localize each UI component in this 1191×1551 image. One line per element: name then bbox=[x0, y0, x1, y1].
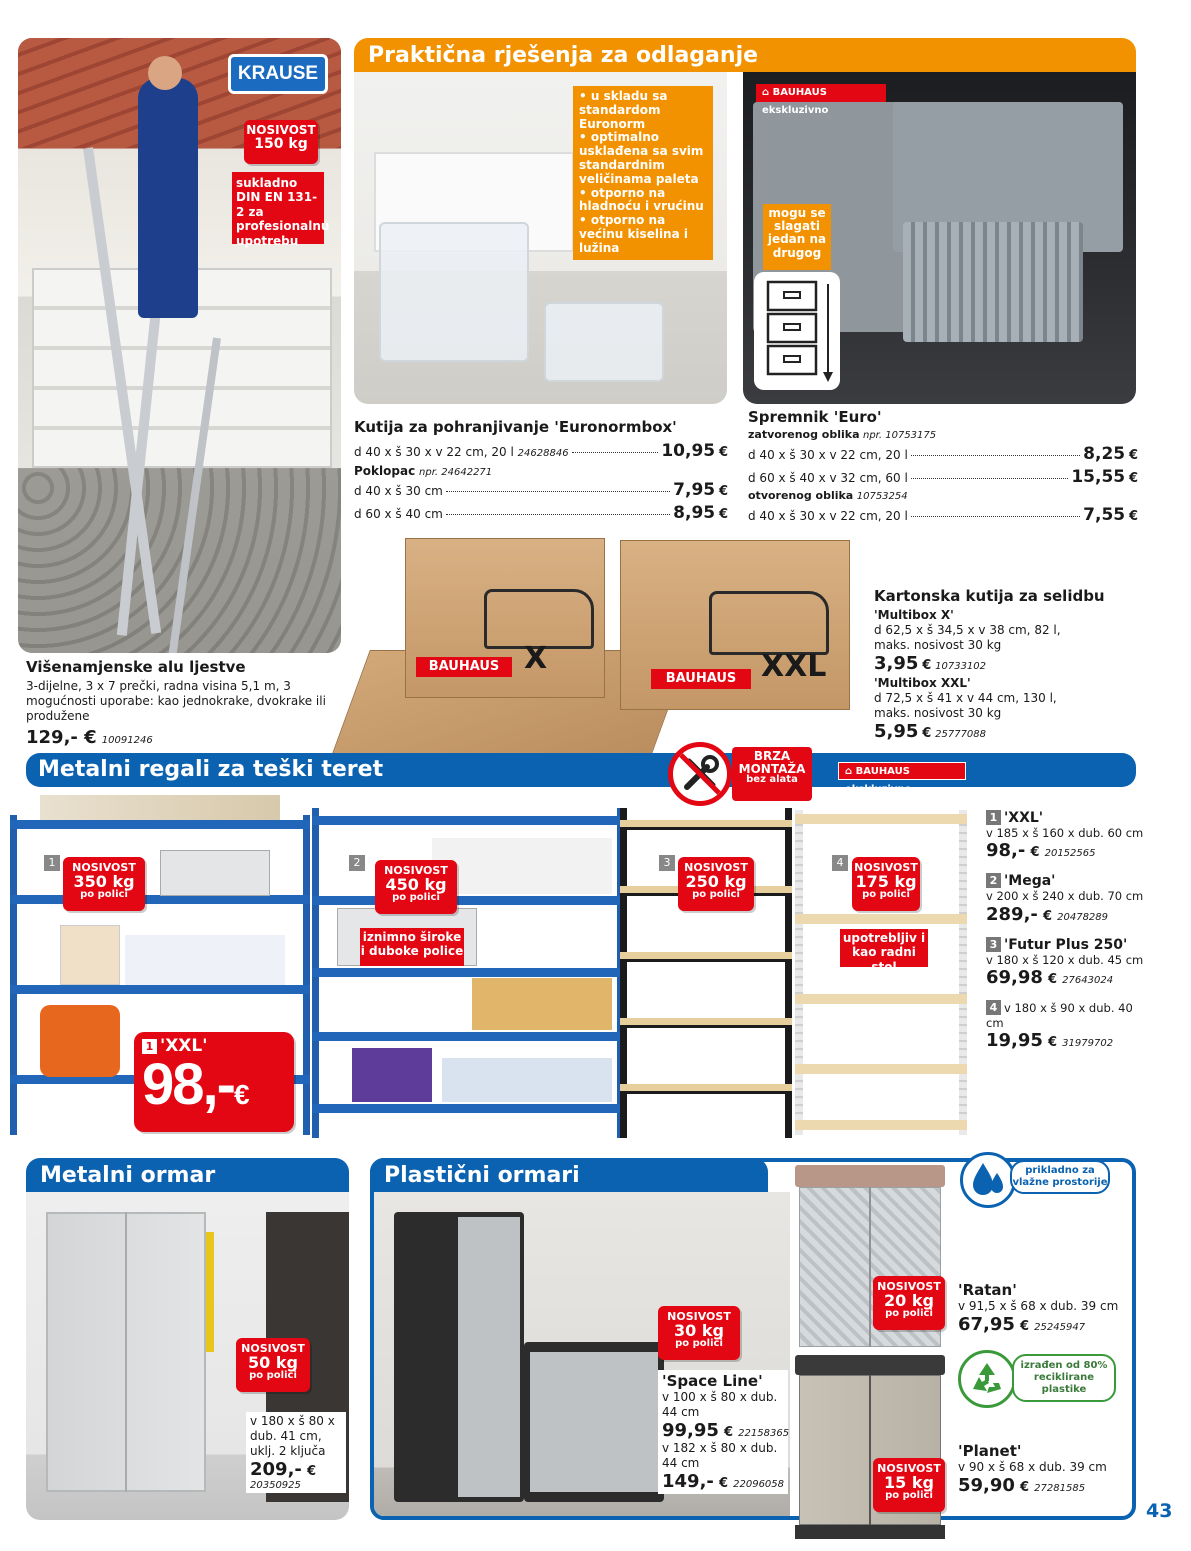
space-line-capacity-tag: NOSIVOST 30 kg po polici bbox=[658, 1306, 740, 1360]
ladder-price-line bbox=[26, 727, 153, 748]
page-number: 43 bbox=[1146, 1500, 1173, 1522]
euronormbox-title: Kutija za pohranjivanje 'Euronormbox' bbox=[354, 418, 677, 436]
recycle-icon bbox=[958, 1350, 1016, 1408]
metal-cabinet-price: 209,- bbox=[250, 1459, 302, 1480]
feature-item: • otporno na većinu kiselina i lužina bbox=[579, 213, 688, 255]
ladder-article: 10091246 bbox=[101, 735, 153, 746]
shelf4-capacity-tag: NOSIVOST 175 kg po polici bbox=[852, 857, 920, 911]
recycled-note: izrađen od 80% reciklirane plastike bbox=[1012, 1354, 1116, 1402]
metal-cabinet-desc: v 180 x š 80 x dub. 41 cm, uklj. 2 ključa bbox=[250, 1414, 335, 1458]
variant-name: 'Multibox XXL' bbox=[874, 675, 971, 690]
ladder-capacity-tag: NOSIVOST 150 kg bbox=[244, 120, 318, 164]
shelf-number-1: 1 bbox=[44, 855, 60, 871]
price-row: d 40 x š 30 x v 22 cm, 20 l 24628846 10,95 € bbox=[354, 441, 728, 461]
ladder-standard-note: sukladno DIN EN 131-2 za profesionalnu upotrebu bbox=[232, 172, 324, 244]
euronormbox-features bbox=[573, 86, 713, 260]
hero-name-line: 1 'XXL' bbox=[142, 1038, 286, 1056]
shelf-item: 4 v 180 x š 90 x dub. 40 cm 19,95 € 31979702 bbox=[986, 1001, 1133, 1051]
quick-mount-badge: BRZA MONTAŽA bez alata bbox=[732, 747, 812, 801]
moving-box-title: Kartonska kutija za selidbu bbox=[874, 587, 1105, 605]
shelf-number-4: 4 bbox=[832, 855, 848, 871]
no-tools-icon bbox=[668, 742, 732, 806]
euro-container-title: Spremnik 'Euro' bbox=[748, 408, 882, 426]
ladder-desc: 3-dijelne, 3 x 7 prečki, radna visina 5,1 m, 3 mogućnosti uporabe: kao jednokrake, dvokrake ili produžene bbox=[26, 679, 326, 723]
lid-label-row: Poklopac npr. 24642271 bbox=[354, 463, 493, 478]
ratan-name: 'Ratan' bbox=[958, 1281, 1017, 1299]
variant-name: 'Multibox X' bbox=[874, 608, 954, 622]
feature-item: • u skladu sa standardom Euronorm bbox=[579, 89, 668, 131]
price-row: d 60 x š 40 cm 8,95 € bbox=[354, 503, 728, 524]
planet-info: 'Planet' v 90 x š 68 x dub. 39 cm 59,90 € 27281585 bbox=[958, 1442, 1134, 1496]
metal-cabinet-article: 20350925 bbox=[250, 1480, 301, 1491]
water-drops-icon bbox=[960, 1152, 1016, 1208]
feature-item: • optimalno usklađena sa svim standardnim veličinama paleta bbox=[579, 130, 704, 186]
shelf-number-3: 3 bbox=[659, 855, 675, 871]
storage-section-title: Praktična rješenja za odlaganje bbox=[354, 38, 1136, 72]
moving-box-x bbox=[405, 538, 605, 698]
krause-logo: KRAUSE bbox=[228, 54, 328, 94]
home-icon: ⌂ bbox=[845, 766, 856, 777]
hero-price: 98,-€ bbox=[142, 1051, 248, 1117]
variant-price-line: 5,95 € 25777088 bbox=[874, 720, 987, 742]
price-row: d 40 x š 30 cm 7,95 € bbox=[354, 480, 728, 501]
ratan-info: 'Ratan' v 91,5 x š 68 x dub. 39 cm 67,95 € 25245947 bbox=[958, 1281, 1134, 1335]
closed-label-row: zatvorenog oblika npr. 10753175 bbox=[748, 428, 937, 441]
shelf2-capacity-tag: NOSIVOST 450 kg po polici bbox=[375, 860, 457, 914]
plastic-cabinets-title: Plastični ormari bbox=[370, 1158, 768, 1192]
moving-box-xxl bbox=[620, 540, 850, 710]
planet-cabinet bbox=[795, 1355, 945, 1545]
space-line-name: 'Space Line' bbox=[662, 1372, 763, 1390]
stack-note: mogu se slagati jedan na drugog bbox=[763, 204, 831, 270]
planet-name: 'Planet' bbox=[958, 1442, 1022, 1460]
metal-cabinet-title: Metalni ormar bbox=[26, 1158, 349, 1192]
home-icon: ⌂ bbox=[762, 87, 773, 98]
box-brand-label: BAUHAUS bbox=[651, 669, 751, 689]
variant-desc: d 72,5 x š 41 x v 44 cm, 130 l, maks. nosivost 30 kg bbox=[874, 690, 1057, 720]
shelves-section-title: Metalni regali za teški teret bbox=[38, 757, 384, 782]
box-size-label: X bbox=[524, 641, 548, 676]
shelf-item: 1 'XXL' v 185 x š 160 x dub. 60 cm 98,- € 20152565 bbox=[986, 810, 1144, 862]
space-line-info: 'Space Line' v 100 x š 80 x dub. 44 cm 99,95 € 22158365 v 182 x š 80 x dub. 44 cm 149,- € 22096058 bbox=[658, 1370, 788, 1494]
euro-container-price-table bbox=[748, 428, 1138, 527]
variant-price-line: 3,95 € 10733102 bbox=[874, 653, 987, 674]
ladder-price: 129,- € bbox=[26, 727, 97, 748]
shelves-exclusive-badge: ⌂ BAUHAUS ekskluzivno bbox=[838, 762, 966, 780]
shelf3-capacity-tag: NOSIVOST 250 kg po polici bbox=[678, 857, 754, 911]
wide-shelves-note: iznimno široke i duboke police bbox=[360, 928, 464, 966]
metal-cabinet-capacity-tag: NOSIVOST 50 kg po polici bbox=[236, 1338, 310, 1392]
hero-price-tag bbox=[134, 1032, 294, 1132]
shelves-price-list bbox=[986, 810, 1146, 1051]
shelf-item: 2 'Mega' v 200 x š 240 x dub. 70 cm 289,- € 20478289 bbox=[986, 873, 1144, 925]
shelf1-capacity-tag: NOSIVOST 350 kg po polici bbox=[63, 857, 145, 911]
shelf-number-2: 2 bbox=[349, 855, 365, 871]
shelf-item: 3 'Futur Plus 250' v 180 x š 120 x dub. 45 cm 69,98 € 27643024 bbox=[986, 936, 1144, 989]
open-label-row: otvorenog oblika 10753254 bbox=[748, 488, 908, 502]
moving-box-details bbox=[874, 608, 1074, 743]
humidity-note: prikladno za vlažne prostorije bbox=[1010, 1160, 1110, 1194]
price-row: d 40 x š 30 x v 22 cm, 20 l 8,25 € bbox=[748, 443, 1138, 464]
ratan-capacity-tag: NOSIVOST 20 kg po polici bbox=[873, 1276, 945, 1330]
price-row: d 40 x š 30 x v 22 cm, 20 l 7,55 € bbox=[748, 504, 1138, 525]
price-row: d 60 x š 40 x v 32 cm, 60 l 15,55 € bbox=[748, 466, 1138, 487]
ladder-title: Višenamjenske alu ljestve bbox=[26, 658, 246, 676]
feature-item: • otporno na hladnoću i vrućinu bbox=[579, 185, 704, 214]
euronormbox-price-table bbox=[354, 440, 728, 525]
box-brand-label: BAUHAUS bbox=[416, 657, 512, 677]
euro-exclusive-badge: ⌂ BAUHAUS ekskluzivno bbox=[756, 84, 886, 102]
box-size-label: XXL bbox=[761, 649, 827, 684]
metal-cabinet-info: v 180 x š 80 x dub. 41 cm, uklj. 2 ključa 209,- € 20350925 bbox=[246, 1412, 346, 1493]
stacking-diagram-icon bbox=[754, 272, 840, 390]
planet-capacity-tag: NOSIVOST 15 kg po polici bbox=[873, 1458, 945, 1512]
desk-use-note: upotrebljiv i kao radni stol bbox=[840, 929, 928, 967]
variant-desc: d 62,5 x š 34,5 x v 38 cm, 82 l, maks. nosivost 30 kg bbox=[874, 623, 1061, 652]
